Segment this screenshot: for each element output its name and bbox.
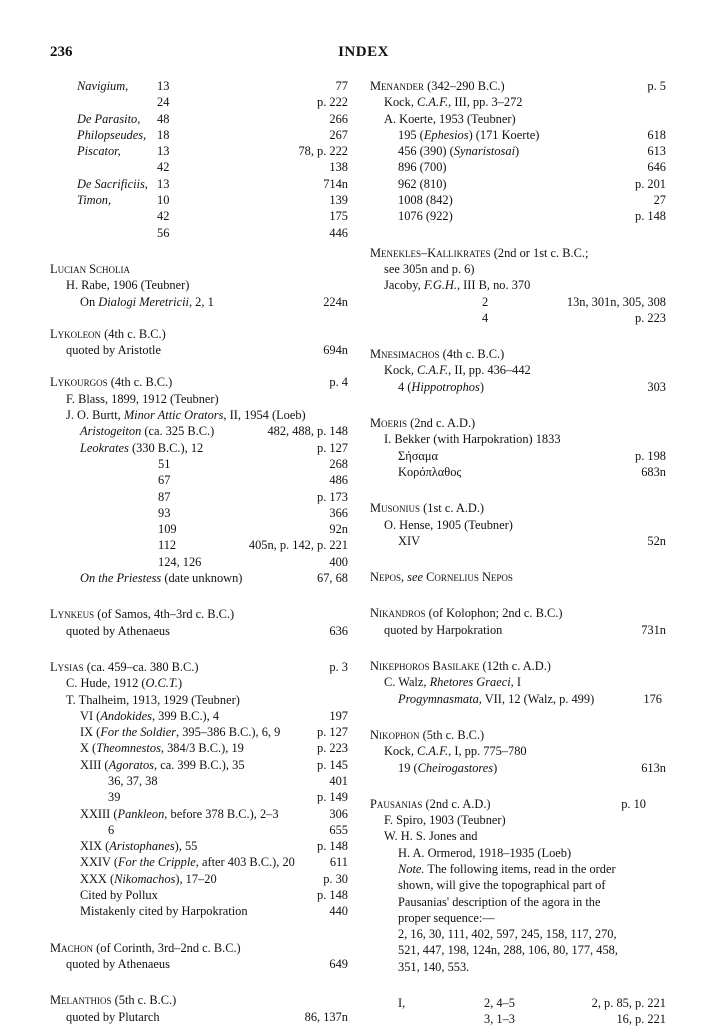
edition-detail: ): [177, 676, 183, 691]
index-line: [50, 708, 348, 724]
page-reference: p. 173: [317, 489, 348, 504]
fragment-number: 896 (700): [398, 160, 447, 175]
editor-name: J. O. Burtt,: [66, 408, 124, 423]
entry-heading: Melanthios: [50, 993, 112, 1008]
page-reference: 440: [329, 904, 348, 919]
fragment-number: 4 (: [398, 379, 412, 394]
page-reference: p. 4: [329, 375, 348, 390]
index-line: [50, 143, 348, 159]
index-line: [50, 773, 348, 789]
index-entry-menekles-kallikrates: [370, 245, 666, 326]
index-line: [50, 78, 348, 94]
entry-date: (4th c. B.C.): [104, 326, 166, 341]
citation-line: quoted by Harpokration: [384, 622, 503, 637]
page-reference: 482, 488, p. 148: [267, 424, 348, 439]
index-entry-machon: [50, 940, 348, 973]
section-number: 124, 126: [158, 554, 202, 569]
note-text: 351, 140, 553.: [398, 959, 470, 974]
index-line: [50, 489, 348, 505]
entry-heading: Menekles–Kallikrates: [370, 245, 491, 260]
entry-date: (4th c. B.C.): [442, 347, 505, 362]
page-reference: 611: [329, 855, 348, 870]
page-reference: 176: [643, 691, 662, 706]
index-entry-menander: [370, 78, 666, 225]
fragment-detail: ): [515, 144, 520, 159]
entry-date: (12th c. A.D.): [482, 659, 551, 674]
index-entry-lucian-scholia: [50, 261, 348, 310]
entry-heading: Pausanias: [370, 796, 423, 811]
speech-number: 6: [108, 822, 115, 837]
index-line: [50, 757, 348, 773]
index-line: [50, 871, 348, 887]
citation-line: quoted by Plutarch: [66, 1009, 160, 1024]
speech-number: XXIII (: [80, 806, 118, 821]
note-line: [370, 894, 666, 910]
page-reference: 175: [329, 209, 348, 224]
work-date: (date unknown): [161, 571, 243, 586]
index-line: [370, 127, 666, 143]
speech-title: Andokides: [100, 708, 152, 723]
edition-detail: , I, pp. 775–780: [448, 744, 527, 759]
lykourgos-section-list: [50, 456, 348, 570]
work-title: Dialogi Meretricii: [98, 294, 189, 309]
fragment-detail: ) (171 Koerte): [468, 127, 540, 142]
page-reference: 267: [329, 127, 348, 142]
work-title: On the Priestess: [80, 571, 162, 586]
entry-date: (5th c. B.C.): [422, 727, 485, 742]
cross-reference: see 305n and p. 6): [384, 261, 475, 276]
page-reference: 655: [329, 822, 348, 837]
note-text: shown, will give the topographical part of: [398, 878, 606, 893]
work-title-close: ): [493, 760, 498, 775]
page-reference: p. 198: [635, 448, 666, 463]
index-entry-lykourgos: [50, 374, 348, 586]
page-reference: 13n, 301n, 305, 308: [566, 294, 666, 309]
page-reference: 27: [653, 193, 666, 208]
note-text: 521, 447, 198, 124n, 288, 106, 80, 177, 458,: [398, 943, 618, 958]
page-reference: 306: [329, 806, 348, 821]
note-text: Pausanias' description of the agora in the: [398, 894, 601, 909]
fragment-number: 19 (: [398, 760, 418, 775]
work-date: (ca. 325 B.C.): [141, 424, 215, 439]
page-reference: 486: [329, 473, 348, 488]
index-line: [50, 521, 348, 537]
index-line: [50, 127, 348, 143]
page-reference: 400: [329, 554, 348, 569]
index-entry-nepos: [370, 569, 666, 585]
index-line: [50, 192, 348, 208]
see-reference: , see: [400, 570, 427, 585]
speech-number: XXX (: [80, 871, 115, 886]
entry-date: (1st c. A.D.): [423, 501, 485, 516]
right-column: [370, 78, 666, 1028]
left-column: [50, 78, 348, 1025]
entry-date: (of Kolophon; 2nd c. B.C.): [428, 606, 563, 621]
index-line: [50, 554, 348, 570]
citation-line: quoted by Athenaeus: [66, 623, 170, 638]
page-reference: p. 201: [635, 176, 666, 191]
speech-title: Agoratos: [108, 757, 154, 772]
entry-date: (2nd or 1st c. B.C.;: [493, 245, 589, 260]
edition-series: O.C.T.: [145, 676, 178, 691]
page-reference: 401: [329, 773, 348, 788]
index-entry-nikephoros-basilake: [370, 658, 666, 707]
speech-title: Aristophanes: [109, 839, 175, 854]
edition-line: W. H. S. Jones and: [384, 829, 478, 844]
page-reference: p. 148: [317, 888, 348, 903]
page-reference: 78, p. 222: [298, 144, 348, 159]
page-reference: p. 222: [317, 95, 348, 110]
index-line: [50, 225, 348, 241]
section-number: 18: [157, 127, 170, 142]
edition-line: H. A. Ormerod, 1918–1935 (Loeb): [398, 845, 572, 860]
work-title: Minor Attic Orators: [123, 408, 224, 423]
speech-detail: , 384/3 B.C.), 19: [160, 741, 244, 756]
note-line: [370, 926, 666, 942]
page-title: INDEX: [338, 44, 389, 60]
index-entry-pausanias: [370, 796, 666, 1028]
entry-heading: Menander: [370, 79, 425, 93]
section-number: 56: [157, 225, 170, 240]
work-title: Timon,: [77, 193, 112, 208]
entry-heading: Lysias: [50, 659, 84, 674]
greek-term: Σήσαμα: [398, 448, 438, 463]
cross-reference: Cornelius Nepos: [426, 570, 513, 585]
index-entry-lynkeus: [50, 606, 348, 639]
speech-title: For the Soldier: [100, 725, 177, 740]
entry-heading: Nikephoros Basilake: [370, 659, 480, 674]
speech-detail: , 399 B.C.), 4: [151, 708, 220, 723]
edition-series: Rhetores Graeci: [429, 675, 511, 690]
work-title: Ephesios: [423, 127, 469, 142]
work-title: Piscator,: [77, 144, 121, 159]
section-number: 42: [157, 209, 170, 224]
edition-series: C.A.F.: [417, 95, 449, 110]
entry-heading: Mnesimachos: [370, 347, 440, 362]
page-reference: p. 3: [329, 659, 348, 674]
speech-title: For the Cripple: [117, 855, 196, 870]
entry-date: (of Corinth, 3rd–2nd c. B.C.): [96, 940, 241, 955]
edition-line: H. Rabe, 1906 (Teubner): [66, 278, 190, 293]
section-number: 42: [157, 160, 170, 175]
page-reference: 618: [647, 127, 666, 142]
fragment-number: 1076 (922): [398, 209, 453, 224]
section-number: 10: [157, 193, 170, 208]
edition-line: F. Spiro, 1903 (Teubner): [384, 813, 506, 828]
index-entry-lysias: [50, 659, 348, 920]
speech-number: VI (: [80, 708, 101, 723]
section-number: 109: [158, 522, 177, 537]
page-reference: 303: [647, 379, 666, 394]
speech-title: Nikomachos: [114, 871, 176, 886]
note-label: Note.: [398, 861, 425, 876]
fragment-number: 195 (: [398, 127, 424, 142]
entry-date: (4th c. B.C.): [110, 375, 173, 390]
page-reference: 197: [329, 708, 348, 723]
work-title: Leokrates: [80, 440, 129, 455]
index-line: [50, 94, 348, 110]
index-line: [50, 472, 348, 488]
page-reference: 52n: [647, 533, 666, 548]
index-line: [50, 456, 348, 472]
index-entry-mnesimachos: [370, 346, 666, 395]
editor-name: Kock,: [384, 95, 418, 110]
work-title: Cheirogastores: [417, 760, 494, 775]
entry-heading: Lykourgos: [50, 375, 108, 390]
page-reference: 138: [329, 160, 348, 175]
index-line: [50, 505, 348, 521]
lucian-works-list: [50, 78, 348, 241]
entry-date: (342–290 B.C.): [427, 79, 505, 93]
fragment-number: 2: [482, 294, 489, 309]
lysias-speech-list: [50, 708, 348, 920]
speech-detail: , ca. 399 B.C.), 35: [154, 757, 245, 772]
index-line: [370, 192, 666, 208]
page-reference: p. 149: [317, 790, 348, 805]
section-number: 67: [158, 473, 171, 488]
speech-detail: ), 17–20: [175, 871, 217, 886]
edition-detail: , II, 1954 (Loeb): [223, 408, 306, 423]
page-reference: p. 145: [317, 757, 348, 772]
index-line: [50, 740, 348, 756]
page-reference: 613: [647, 144, 666, 159]
page-reference: 683n: [641, 464, 666, 479]
work-locus: , 2, 1: [188, 294, 214, 309]
citation-line: quoted by Aristotle: [66, 343, 161, 358]
page-reference: p. 223: [317, 741, 348, 756]
edition-detail: , III, pp. 3–272: [448, 95, 523, 110]
speech-number: 36, 37, 38: [108, 773, 158, 788]
page-reference: 16, p. 221: [616, 1012, 666, 1027]
page-reference: p. 127: [317, 725, 348, 740]
index-entry-lykoleon: [50, 326, 348, 359]
edition-line: A. Koerte, 1953 (Teubner): [384, 111, 516, 126]
page-reference: p. 223: [635, 310, 666, 325]
page-reference: 405n, p. 142, p. 221: [248, 538, 348, 553]
edition-series: C.A.F.: [417, 744, 449, 759]
work-title: De Sacrificiis,: [77, 176, 148, 191]
edition-detail: , I: [510, 675, 521, 690]
note-line: [370, 861, 666, 877]
index-line: [370, 208, 666, 224]
section-number: 13: [157, 144, 170, 159]
index-entry-nikandros: [370, 605, 666, 638]
index-line: [50, 854, 348, 870]
menander-fragment-list: [370, 127, 666, 225]
section-number: 24: [157, 95, 170, 110]
editor-name: Kock,: [384, 744, 418, 759]
work-title: Hippotrophos: [411, 379, 480, 394]
section-number: 93: [158, 505, 171, 520]
page-reference: p. 5: [647, 79, 666, 93]
entry-heading: Nepos: [370, 570, 401, 585]
speech-number: 39: [108, 790, 121, 805]
entry-date: (2nd c. A.D.): [425, 796, 491, 811]
passage-number: 3, 1–3: [484, 1012, 515, 1027]
page-reference: 636: [329, 623, 348, 638]
speech-detail: ), 55: [174, 839, 198, 854]
work-date: (330 B.C.), 12: [128, 440, 204, 455]
editor-name: C. Walz,: [384, 675, 430, 690]
edition-line: O. Hense, 1905 (Teubner): [384, 517, 513, 532]
note-line: [370, 877, 666, 893]
page-reference: p. 30: [323, 871, 348, 886]
index-line: [50, 789, 348, 805]
fragment-number: 4: [482, 310, 489, 325]
work-title: Synaristosai: [453, 144, 516, 159]
section-number: 112: [158, 538, 177, 553]
edition-series: C.A.F.: [417, 363, 449, 378]
index-line: [370, 159, 666, 175]
entry-heading: Nikophon: [370, 727, 420, 742]
entry-heading: Lykoleon: [50, 326, 102, 341]
edition-line: I. Bekker (with Harpokration) 1833: [384, 432, 561, 447]
page-reference: 268: [329, 456, 348, 471]
index-entry-nikophon: [370, 727, 666, 776]
page-reference: 77: [335, 79, 348, 93]
page-reference: 731n: [641, 622, 666, 637]
index-line: [370, 143, 666, 159]
page-reference: 714n: [323, 176, 348, 191]
entry-heading: Lucian Scholia: [50, 261, 131, 276]
work-locus: , VII, 12 (Walz, p. 499): [478, 691, 595, 706]
index-line: [50, 111, 348, 127]
edition-detail: , III B, no. 370: [456, 278, 531, 293]
page-reference: 613n: [641, 760, 666, 775]
index-entry-musonius: [370, 500, 666, 549]
page-reference: 366: [329, 505, 348, 520]
work-title-close: ): [479, 379, 484, 394]
edition-detail: , II, pp. 436–442: [448, 363, 531, 378]
section-number: 48: [157, 111, 170, 126]
editor-name: Kock,: [384, 363, 418, 378]
book-number: I,: [398, 996, 406, 1011]
work-title: Aristogeiton: [80, 424, 142, 439]
speech-number: XIX (: [80, 839, 110, 854]
citation-line: quoted by Athenaeus: [66, 956, 170, 971]
note-line: [370, 910, 666, 926]
section-number: 13: [157, 79, 170, 93]
work-title: De Parasito,: [77, 111, 141, 126]
page-reference: 67, 68: [317, 571, 348, 586]
speech-number: XIII (: [80, 757, 109, 772]
work-title: Philopseudes,: [77, 127, 147, 142]
index-line: [50, 903, 348, 919]
speech-detail: , after 403 B.C.), 20: [195, 855, 295, 870]
note-paragraph: [370, 861, 666, 975]
index-line: [50, 159, 348, 175]
edition-line: F. Blass, 1899, 1912 (Teubner): [66, 391, 219, 406]
note-text: The following items, read in the order: [424, 861, 616, 876]
index-line: [50, 537, 348, 553]
speech-number: X (: [80, 741, 97, 756]
index-line: [50, 176, 348, 192]
fragment-number: 962 (810): [398, 176, 447, 191]
note-line: [370, 959, 666, 975]
page-number: 236: [50, 44, 73, 60]
work-title: Progymnasmata: [398, 691, 479, 706]
index-line: [50, 822, 348, 838]
entry-heading: Lynkeus: [50, 607, 95, 622]
page-reference: p. 127: [317, 440, 348, 455]
page-reference: p. 148: [317, 839, 348, 854]
page-reference: 2, p. 85, p. 221: [591, 996, 666, 1011]
edition-line: T. Thalheim, 1913, 1929 (Teubner): [66, 692, 240, 707]
edition-series: F.G.H.: [423, 278, 457, 293]
section-number: 13: [157, 176, 170, 191]
fragment-number: XIV: [398, 533, 421, 548]
page-reference: 649: [329, 956, 348, 971]
index-line: [370, 176, 666, 192]
page-reference: 86, 137n: [304, 1009, 348, 1024]
page-reference: 224n: [323, 294, 348, 309]
note-text: proper sequence:—: [398, 910, 495, 925]
speech-detail: , before 378 B.C.), 2–3: [164, 806, 279, 821]
page-reference: p. 148: [635, 209, 666, 224]
speech-number: XXIV (: [80, 855, 118, 870]
work-prefix: On: [80, 294, 99, 309]
page-reference: 446: [329, 225, 348, 240]
entry-date: (2nd c. A.D.): [410, 416, 476, 431]
page-reference: 266: [329, 111, 348, 126]
speech-number: IX (: [80, 725, 101, 740]
index-line: [50, 806, 348, 822]
page-header: [50, 44, 677, 66]
section-number: 51: [158, 456, 171, 471]
speech-title: Pankleon: [117, 806, 165, 821]
entry-heading: Musonius: [370, 501, 421, 516]
page-reference: 139: [329, 193, 348, 208]
page-reference: 694n: [323, 343, 348, 358]
entry-date: (ca. 459–ca. 380 B.C.): [86, 659, 199, 674]
speech-title: Theomnestos: [96, 741, 161, 756]
fragment-number: 456 (390) (: [398, 144, 454, 159]
entry-heading: Moeris: [370, 416, 408, 431]
passage-number: 2, 4–5: [484, 996, 515, 1011]
entry-heading: Machon: [50, 940, 94, 955]
index-line: [50, 887, 348, 903]
index-entry-melanthios: [50, 992, 348, 1025]
entry-heading: Nikandros: [370, 606, 426, 621]
page-reference: 646: [647, 160, 666, 175]
page-reference: p. 10: [621, 796, 646, 811]
speech-number: Cited by Pollux: [80, 888, 158, 903]
index-line: [50, 838, 348, 854]
greek-term: Κορόπλαθος: [398, 464, 462, 479]
note-text: 2, 16, 30, 111, 402, 597, 245, 158, 117, 270,: [398, 927, 617, 942]
work-title: Navigium,: [77, 79, 129, 93]
index-line: [50, 724, 348, 740]
editor-name: C. Hude, 1912 (: [66, 676, 146, 691]
index-line: [50, 208, 348, 224]
editor-name: Jacoby,: [384, 278, 424, 293]
page-reference: 92n: [329, 522, 348, 537]
index-entry-moeris: [370, 415, 666, 480]
section-number: 87: [158, 489, 171, 504]
speech-number: Mistakenly cited by Harpokration: [80, 904, 248, 919]
speech-detail: , 395–386 B.C.), 6, 9: [176, 725, 281, 740]
fragment-number: 1008 (842): [398, 193, 453, 208]
entry-date: (of Samos, 4th–3rd c. B.C.): [97, 607, 235, 622]
note-line: [370, 942, 666, 958]
entry-date: (5th c. B.C.): [114, 993, 177, 1008]
